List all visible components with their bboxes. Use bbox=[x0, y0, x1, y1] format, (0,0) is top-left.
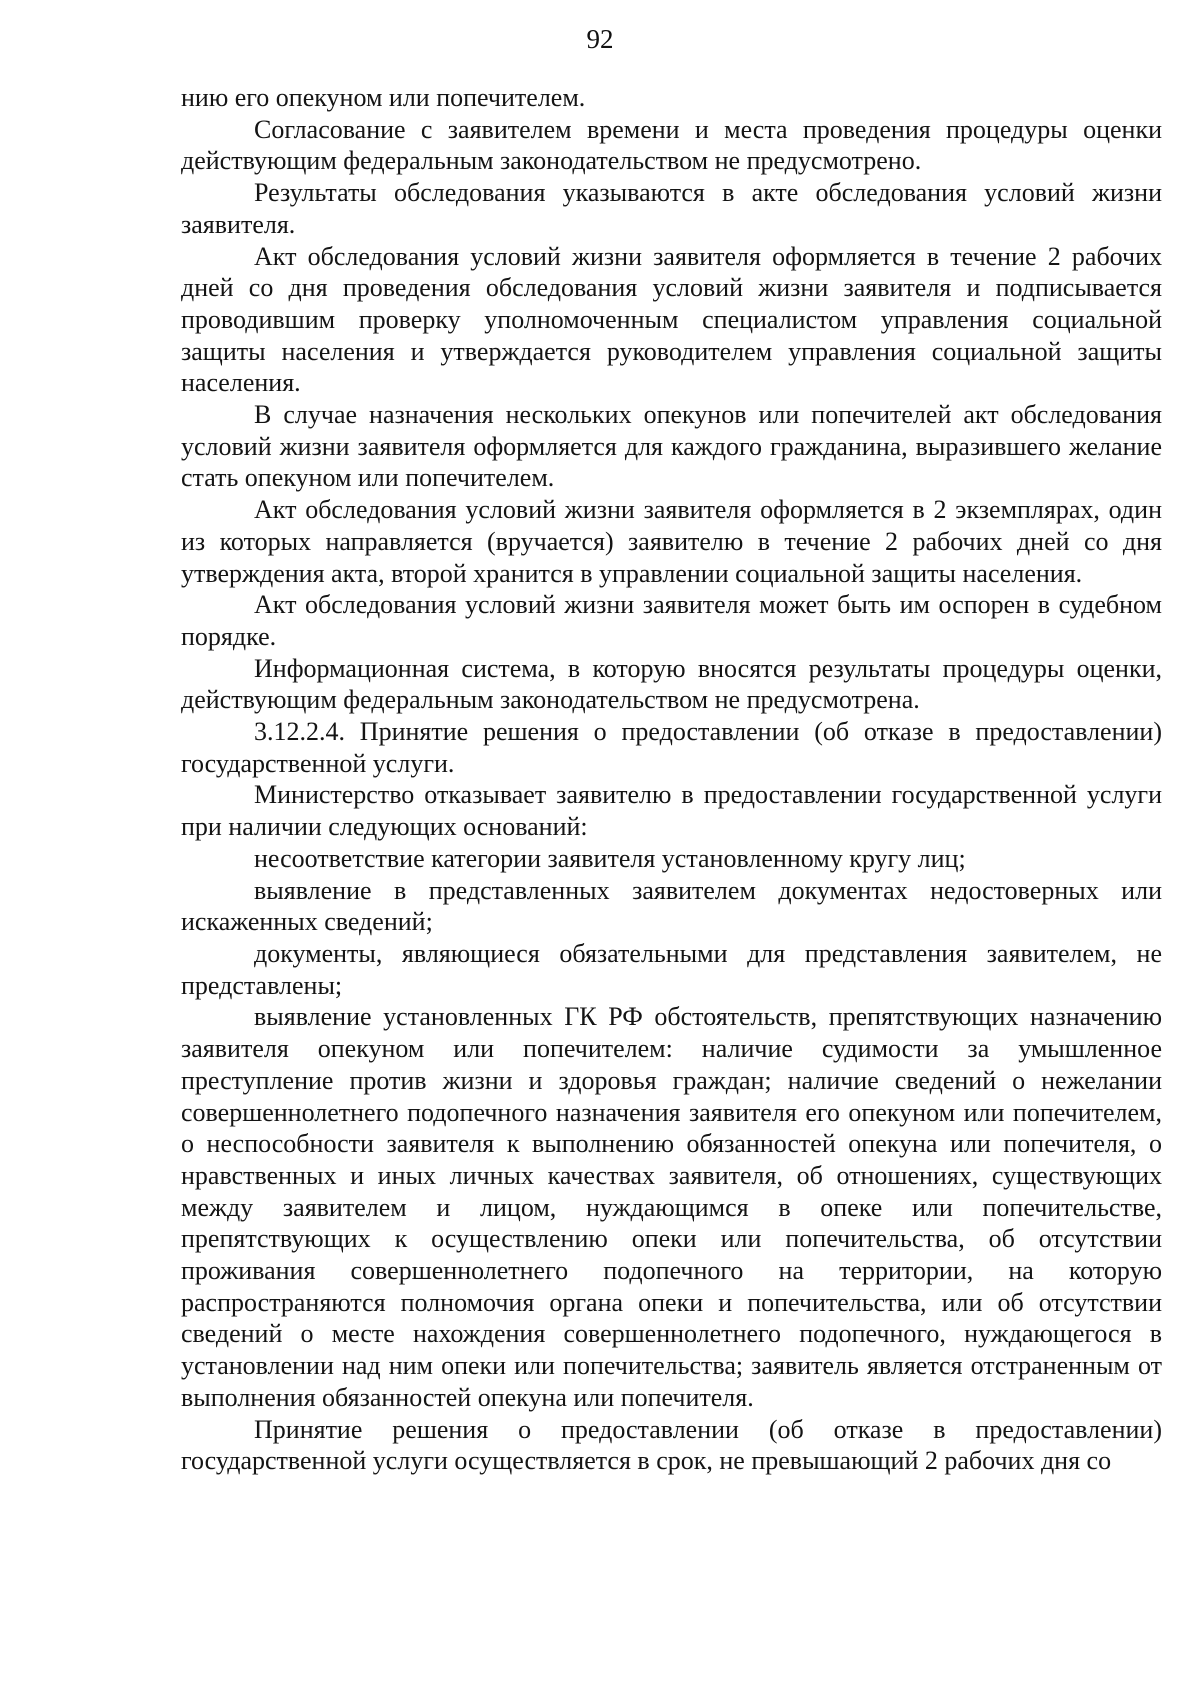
paragraph-act-copies: Акт обследования условий жизни заявителя оформляется в 2 экземплярах, один из которых направляется (вручается) заявителю в течение 2 рабочих дней со дня утверждения акта, второй хранится в управлении социальной защиты населения. bbox=[181, 495, 1162, 588]
paragraph-act-preparation: Акт обследования условий жизни заявителя оформляется в течение 2 рабочих дней со дня проведения обследования условий жизни заявителя и подписывается проводившим проверку уполномоченным специалистом управления социальной защиты населения и утверждается руководителем управления социальной защиты населения. bbox=[181, 241, 1162, 398]
list-item-category-mismatch: несоответствие категории заявителя установленному кругу лиц; bbox=[254, 843, 966, 873]
paragraph-continuation: нию его опекуном или попечителем. bbox=[181, 83, 586, 112]
paragraph-information-system: Информационная система, в которую вносятся результаты процедуры оценки, действующим федеральным законодательством не предусмотрена. bbox=[181, 653, 1162, 715]
page-number: 92 bbox=[586, 24, 614, 54]
document-body bbox=[181, 82, 1162, 1477]
paragraph-refusal-grounds: Министерство отказывает заявителю в предоставлении государственной услуги при наличии следующих оснований: bbox=[181, 780, 1162, 842]
paragraph-multiple-guardians: В случае назначения нескольких опекунов или попечителей акт обследования условий жизни заявителя оформляется для каждого гражданина, выразившего желание стать опекуном или попечителем. bbox=[181, 400, 1162, 493]
paragraph-decision-deadline: Принятие решения о предоставлении (об отказе в предоставлении) государственной услуги осуществляется в срок, не превышающий 2 рабочих дня со bbox=[181, 1414, 1162, 1476]
paragraph-inspection-results: Результаты обследования указываются в акте обследования условий жизни заявителя. bbox=[181, 178, 1162, 239]
paragraph-agreement-time-place: Согласование с заявителем времени и места проведения процедуры оценки действующим федеральным законодательством не предусмотрено. bbox=[181, 114, 1162, 176]
list-item-false-information: выявление в представленных заявителем документах недостоверных или искаженных сведений; bbox=[181, 875, 1162, 937]
section-heading-3-12-2-4: 3.12.2.4. Принятие решения о предоставлении (об отказе в предоставлении) государственной услуги. bbox=[181, 717, 1162, 778]
paragraph-act-appeal: Акт обследования условий жизни заявителя может быть им оспорен в судебном порядке. bbox=[181, 590, 1162, 651]
list-item-civil-code-circumstances: выявление установленных ГК РФ обстоятельств, препятствующих назначению заявителя опекуном или попечителем: наличие судимости за умышленное преступление против жизни и здоровья граждан; наличие сведений о нежелании совершеннолетнего подопечного назначения заявителя его опекуном или попечителем, о неспособности заявителя к выполнению обязанностей опекуна или попечителя, о нравственных и иных личных качествах заявителя, об отношениях, существующих между заявителем и лицом, нуждающимся в опеке или попечительстве, препятствующих к осуществлению опеки или попечительства, об отсутствии проживания совершеннолетнего подопечного на территории, на которую распространяются полномочия органа опеки и попечительства, или об отсутствии сведений о месте нахождения совершеннолетнего подопечного, нуждающегося в установлении над ним опеки или попечительства; заявитель является отстраненным от выполнения обязанностей опекуна или попечителя. bbox=[181, 1002, 1162, 1412]
list-item-documents-missing: документы, являющиеся обязательными для представления заявителем, не представлены; bbox=[181, 938, 1162, 1000]
